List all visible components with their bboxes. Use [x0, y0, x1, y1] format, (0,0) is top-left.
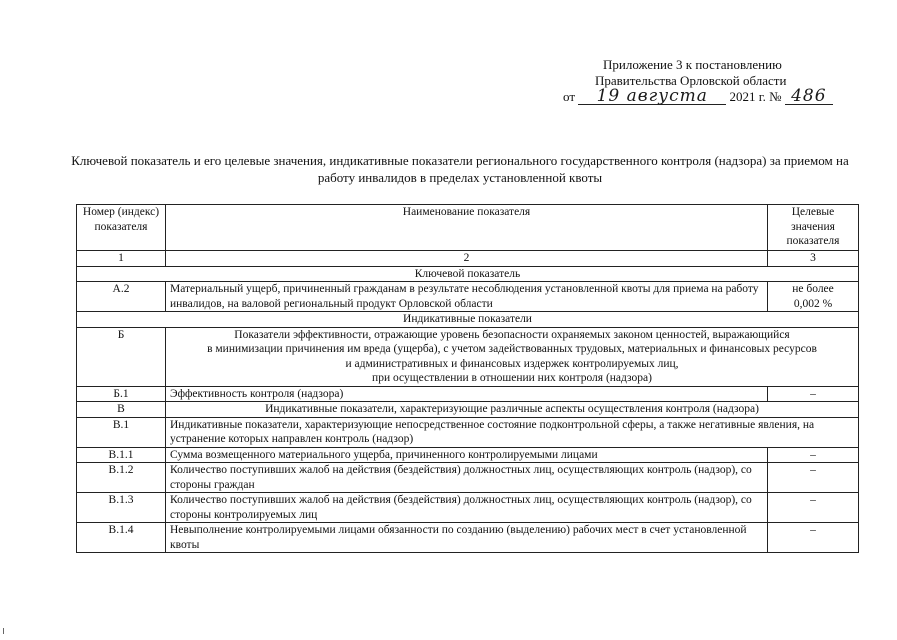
row-target	[768, 282, 859, 312]
section-indicative-label: Индикативные показатели	[77, 312, 859, 328]
row-target: –	[768, 493, 859, 523]
row-name-line: при осуществлении в отношении них контроля (надзора)	[372, 372, 652, 384]
row-name: Эффективность контроля (надзора)	[166, 386, 768, 402]
row-index: В.1.3	[77, 493, 166, 523]
row-index: В.1.4	[77, 523, 166, 553]
header-government-line: Правительства Орловской области	[595, 73, 787, 88]
target-value: 0,002 %	[793, 297, 833, 310]
row-name-line: в минимизации причинения им вреда (ущерба), с учетом задействованных трудовых, материальных и финансовых ресурсов	[207, 343, 817, 355]
row-name-line: и административных и финансовых издержек контролируемых лиц,	[345, 357, 679, 370]
row-target: –	[768, 447, 859, 463]
table-row	[77, 447, 859, 463]
header-appendix-line: Приложение 3 к постановлению	[603, 57, 782, 72]
row-target: –	[768, 523, 859, 553]
document-title: Ключевой показатель и его целевые значения, индикативные показатели регионального государственного контроля (надзора) за приемом на работу инвалидов в пределах установленной квоты	[71, 153, 849, 185]
table-row	[77, 523, 859, 553]
column-number-1: 1	[77, 251, 166, 267]
section-row-indicative	[77, 312, 859, 328]
from-label: от	[563, 89, 576, 104]
handwritten-date: 19 августа	[578, 88, 726, 105]
indicators-table	[76, 204, 859, 553]
table-row	[77, 327, 859, 386]
row-name-line: Показатели эффективности, отражающие уровень безопасности охраняемых законом ценностей, выражающийся	[234, 328, 790, 341]
row-name: Сумма возмещенного материального ущерба, причиненного контролируемыми лицами	[166, 447, 768, 463]
table-row	[77, 386, 859, 402]
row-index: В.1.1	[77, 447, 166, 463]
row-name: Количество поступивших жалоб на действия (бездействия) должностных лиц, осуществляющих контроль (надзор), со стороны контролируемых лиц	[166, 493, 768, 523]
table-row	[77, 493, 859, 523]
year-number-label: 2021 г. №	[729, 89, 782, 104]
row-name: Индикативные показатели, характеризующие непосредственное состояние подконтрольной сферы, а также негативные явления, на устранение которых направлен контроль (надзор)	[166, 417, 859, 447]
header-index-cell: Номер (индекс) показателя	[77, 205, 166, 251]
row-index: Б.1	[77, 386, 166, 402]
scan-artifact-mark	[3, 628, 4, 634]
section-row-key	[77, 266, 859, 282]
header-name-cell: Наименование показателя	[166, 205, 768, 251]
table-row	[77, 463, 859, 493]
table-row	[77, 282, 859, 312]
row-name: Материальный ущерб, причиненный гражданам в результате несоблюдения установленной квоты для приема на работу инвалидов, на валовой региональный продукт Орловской области	[166, 282, 768, 312]
row-index: В	[77, 402, 166, 418]
table-header-row	[77, 205, 859, 251]
row-name: Индикативные показатели, характеризующие различные аспекты осуществления контроля (надзора)	[166, 402, 859, 418]
handwritten-number: 486	[785, 88, 833, 105]
table-row	[77, 402, 859, 418]
column-numbers-row	[77, 251, 859, 267]
row-name: Количество поступивших жалоб на действия (бездействия) должностных лиц, осуществляющих контроль (надзор), со стороны граждан	[166, 463, 768, 493]
section-key-label: Ключевой показатель	[77, 266, 859, 282]
header-date-number-line	[563, 88, 833, 105]
table-row	[77, 417, 859, 447]
target-line: не более	[792, 283, 834, 295]
column-number-2: 2	[166, 251, 768, 267]
row-index: В.1	[77, 417, 166, 447]
row-index: А.2	[77, 282, 166, 312]
row-index: В.1.2	[77, 463, 166, 493]
row-name	[166, 327, 859, 386]
row-index: Б	[77, 327, 166, 386]
column-number-3: 3	[768, 251, 859, 267]
row-name: Невыполнение контролируемыми лицами обязанности по созданию (выделению) рабочих мест в счет установленной квоты	[166, 523, 768, 553]
row-target: –	[768, 386, 859, 402]
row-target: –	[768, 463, 859, 493]
header-target-cell: Целевые значения показателя	[768, 205, 859, 251]
